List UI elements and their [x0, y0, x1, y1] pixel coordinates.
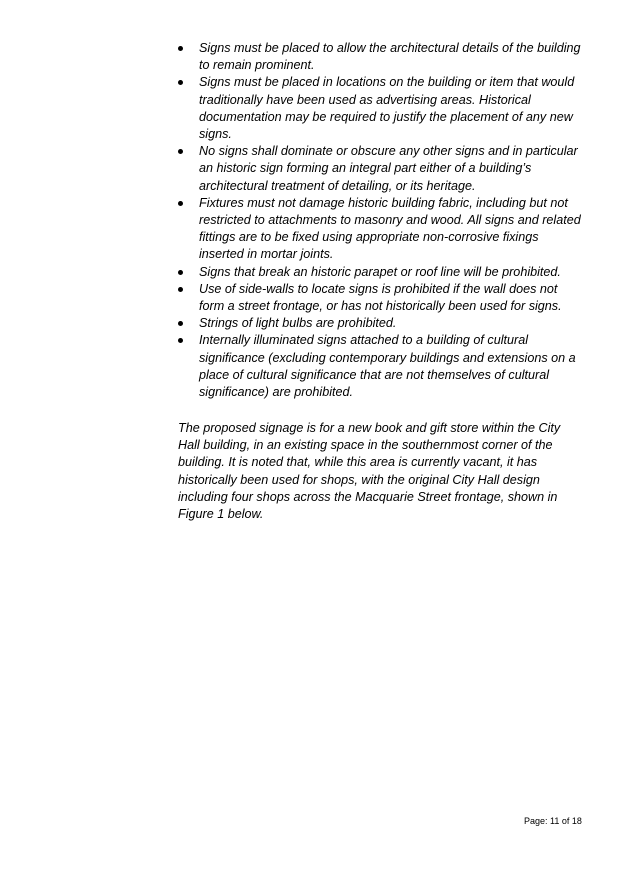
bullet-icon — [178, 270, 183, 275]
bullet-icon — [178, 338, 183, 343]
bullet-icon — [178, 46, 183, 51]
bullet-item — [176, 40, 586, 74]
bullet-item — [176, 315, 586, 332]
bullet-icon — [178, 149, 183, 154]
bullet-item — [176, 264, 586, 281]
page-number: Page: 11 of 18 — [524, 816, 582, 826]
bullet-icon — [178, 201, 183, 206]
bullet-item — [176, 195, 586, 264]
bullet-list — [176, 40, 586, 401]
bullet-item — [176, 281, 586, 315]
bullet-text: Fixtures must not damage historic building fabric, including but not restricted to attachments to masonry and wood. All signs and related fittings are to be fixed using appropriate non-corrosive fixings inserted in mortar joints. — [199, 195, 581, 262]
bullet-text: Signs must be placed to allow the architectural details of the building to remain prominent. — [199, 41, 581, 73]
bullet-icon — [178, 80, 183, 85]
bullet-text: No signs shall dominate or obscure any other signs and in particular an historic sign forming an integral part either of a building’s architectural treatment of detailing, or its heritage. — [199, 144, 578, 193]
bullet-text: Signs that break an historic parapet or roof line will be prohibited. — [199, 264, 561, 279]
bullet-item — [176, 74, 586, 143]
bullet-text: Use of side-walls to locate signs is prohibited if the wall does not form a street frontage, or has not historically been used for signs. — [199, 281, 562, 314]
bullet-icon — [178, 321, 183, 326]
bullet-text: Signs must be placed in locations on the building or item that would traditionally have been used as advertising areas. Historical documentation may be required to justify the placement of any new signs. — [199, 75, 575, 142]
bullet-text: Internally illuminated signs attached to a building of cultural significance (excluding contemporary buildings and extensions on a place of cultural significance that are not themselves of cultural significance) are prohibited. — [199, 333, 576, 400]
bullet-text: Strings of light bulbs are prohibited. — [199, 316, 397, 331]
bullet-icon — [178, 287, 183, 292]
body-paragraph: The proposed signage is for a new book and gift store within the City Hall building, in an existing space in the southernmost corner of the building. It is noted that, while this area is currently vacant, it has historically been used for shops, with the original City Hall design including four shops across the Macquarie Street frontage, shown in Figure 1 below. — [178, 421, 561, 522]
bullet-item — [176, 332, 586, 401]
bullet-item — [176, 143, 586, 195]
